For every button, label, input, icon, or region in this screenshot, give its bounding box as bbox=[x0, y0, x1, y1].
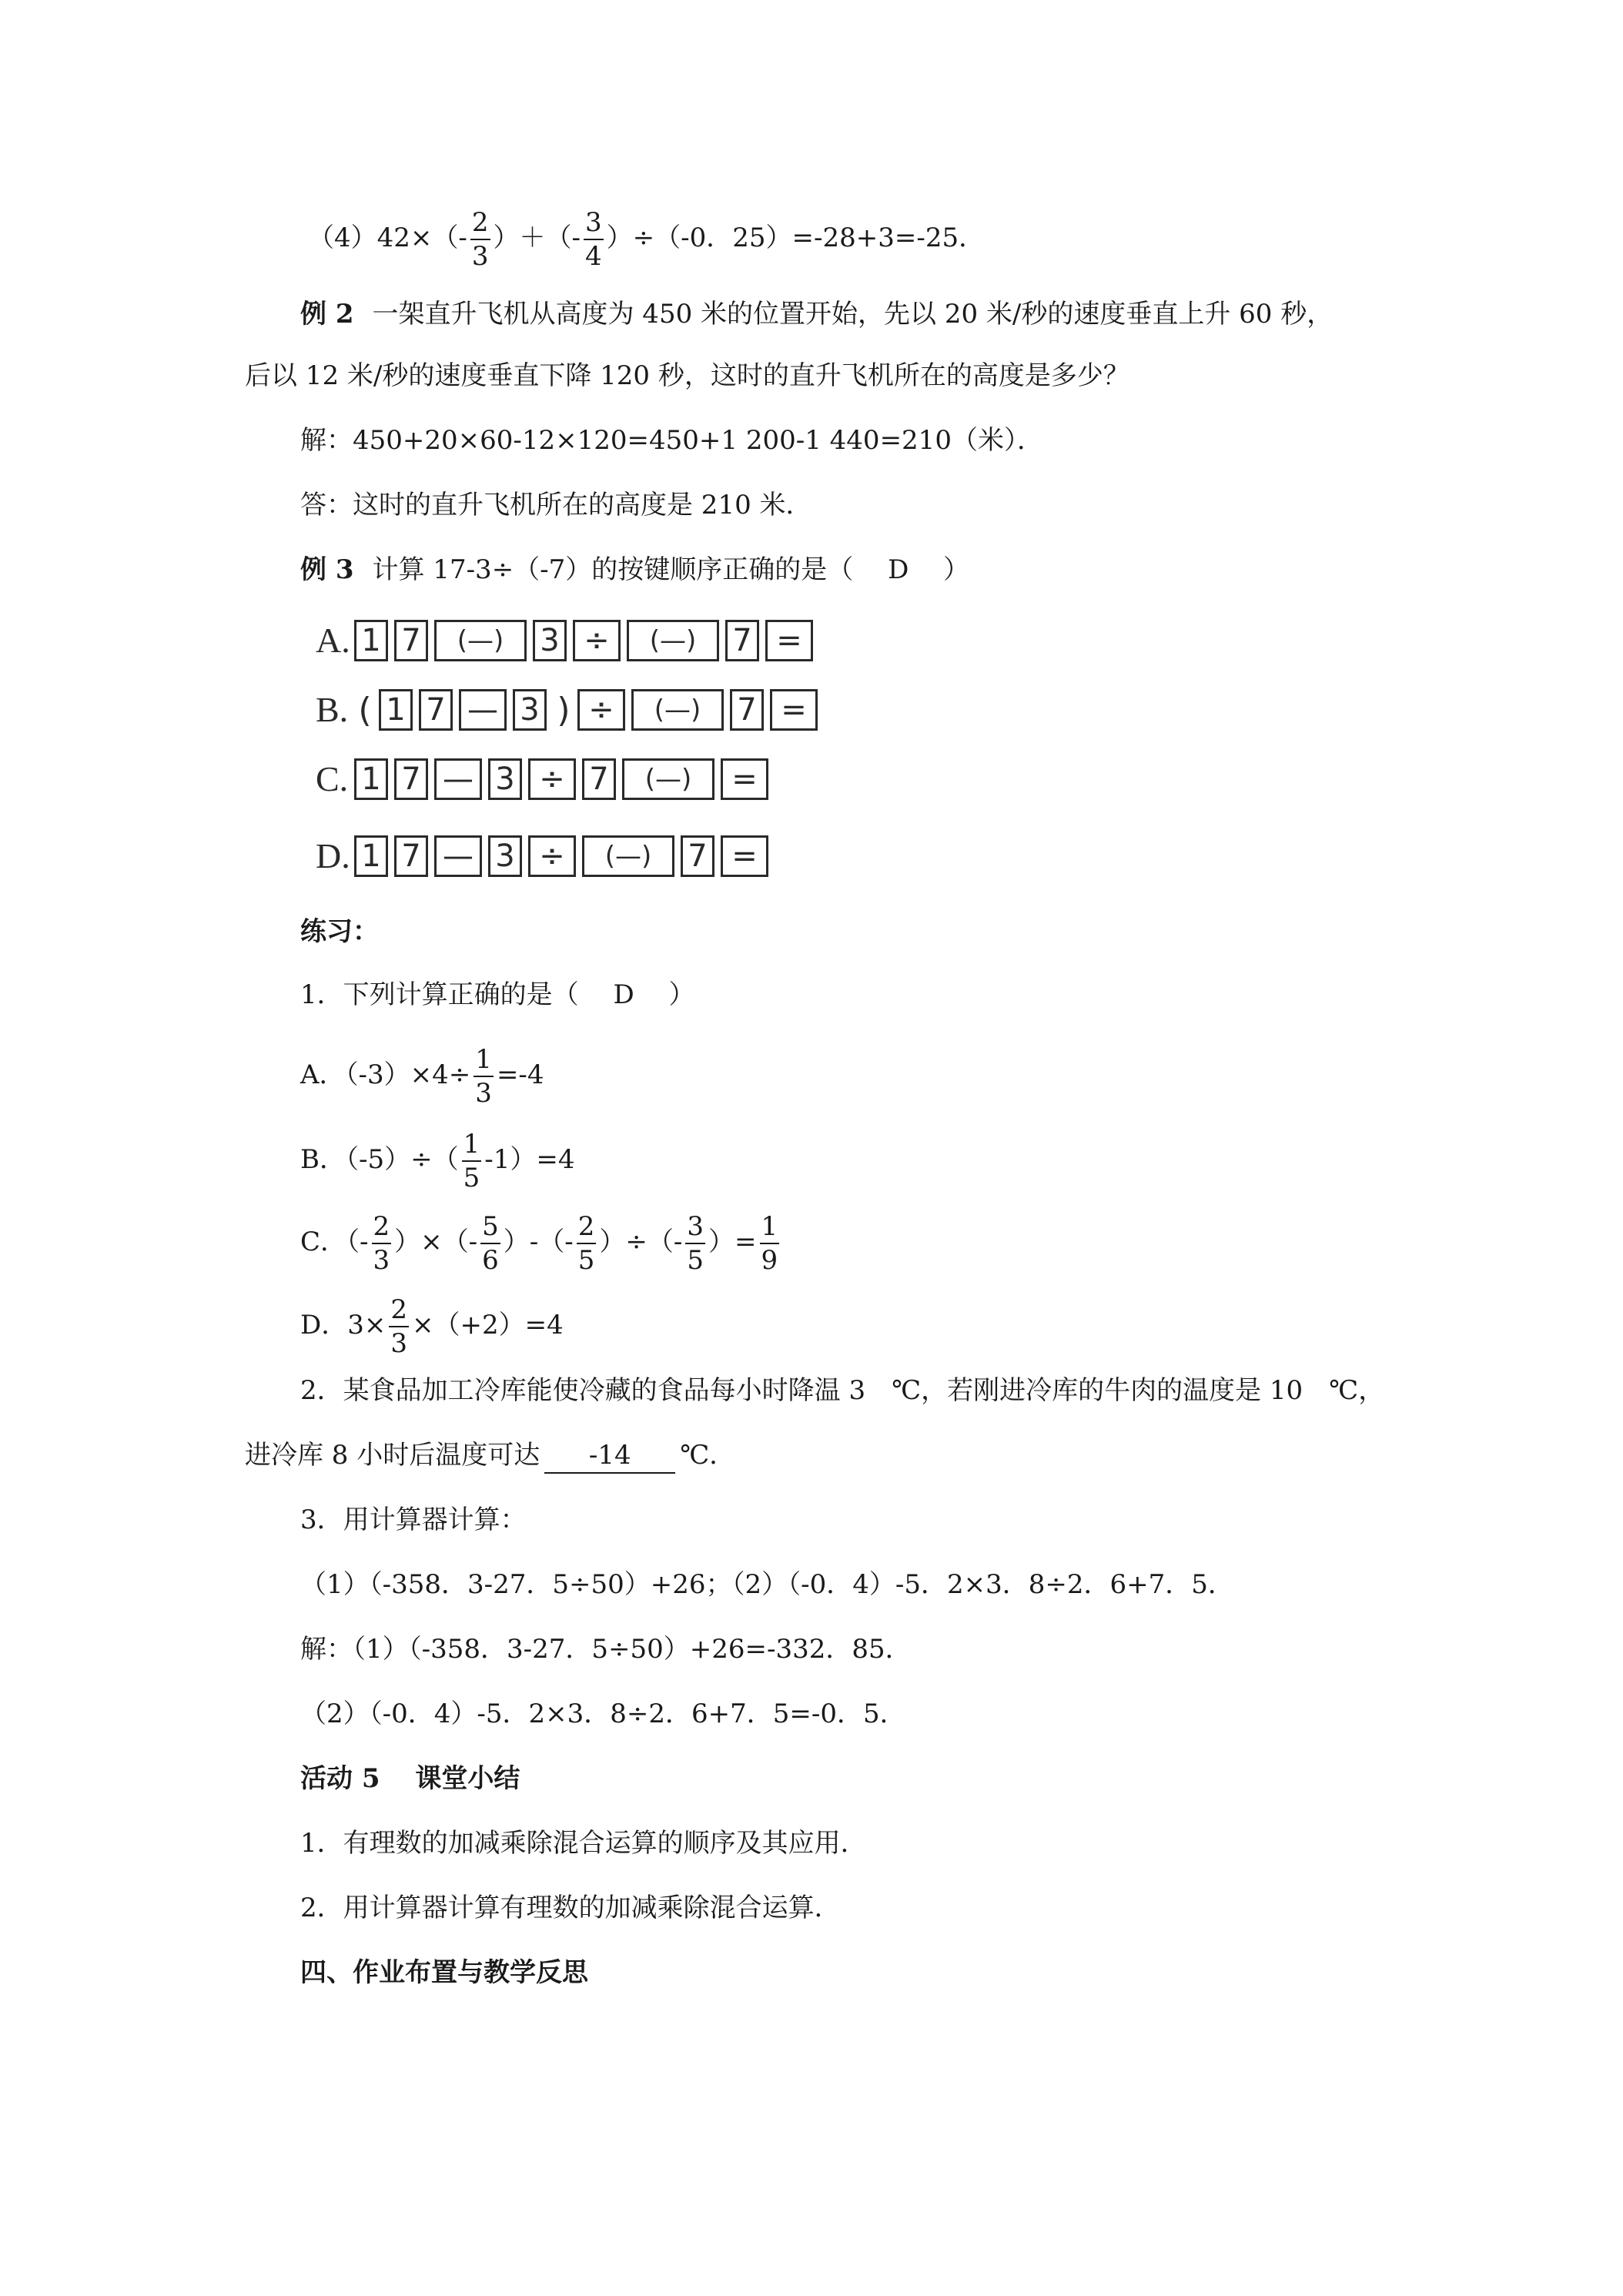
text: ×（+2）=4 bbox=[412, 1310, 564, 1340]
example-text: 一架直升飞机从高度为 450 米的位置开始，先以 20 米/秒的速度垂直上升 60 秒， bbox=[372, 299, 1334, 330]
numerator: 3 bbox=[584, 206, 604, 240]
denominator: 5 bbox=[687, 1245, 704, 1276]
text: ）= bbox=[708, 1227, 757, 1257]
example3-question bbox=[300, 553, 969, 587]
calculator-key: 1 bbox=[379, 689, 413, 731]
numerator: 2 bbox=[372, 1210, 392, 1244]
text: ℃． bbox=[680, 1440, 736, 1471]
calculator-key: 7 bbox=[681, 835, 714, 877]
calculator-key: — bbox=[434, 835, 482, 877]
calculator-key: (—) bbox=[582, 835, 674, 877]
option-label: A. bbox=[316, 621, 350, 660]
calculator-key: 1 bbox=[354, 758, 388, 800]
practice-q1-option-d bbox=[300, 1294, 564, 1360]
calculator-key: 7 bbox=[394, 835, 428, 877]
fraction bbox=[470, 206, 490, 273]
calculator-key: ÷ bbox=[528, 835, 576, 877]
example2-line2: 后以 12 米/秒的速度垂直下降 120 秒，这时的直升飞机所在的高度是多少？ bbox=[245, 360, 1129, 391]
practice-q1-option-a bbox=[300, 1043, 544, 1110]
example2-solution: 解：450+20×60-12×120=450+1 200-1 440=210（米）． bbox=[300, 425, 1043, 456]
calculator-key: 3 bbox=[533, 620, 567, 661]
numerator: 2 bbox=[470, 206, 490, 240]
keys bbox=[354, 755, 775, 804]
numerator: 3 bbox=[685, 1210, 705, 1244]
practice-title: 练习： bbox=[300, 916, 379, 947]
numerator: 1 bbox=[474, 1043, 494, 1077]
denominator: 3 bbox=[471, 241, 489, 272]
calculator-key: = bbox=[765, 620, 813, 661]
calculator-key: 3 bbox=[488, 758, 522, 800]
calculator-key: = bbox=[721, 835, 768, 877]
summary-item: 2．用计算器计算有理数的加减乘除混合运算． bbox=[300, 1893, 841, 1923]
calculator-key: 7 bbox=[725, 620, 759, 661]
keys bbox=[354, 685, 824, 735]
practice-q1-option-c bbox=[300, 1210, 782, 1277]
option-label: D. bbox=[316, 836, 350, 875]
practice-q1: 1．下列计算正确的是（ D ） bbox=[300, 979, 695, 1010]
example1-part4 bbox=[308, 206, 985, 273]
fraction bbox=[584, 206, 604, 273]
text: D．3× bbox=[300, 1310, 387, 1340]
denominator: 6 bbox=[482, 1245, 499, 1276]
calculator-key: ) bbox=[553, 689, 574, 731]
calculator-key: 7 bbox=[394, 620, 428, 661]
text: ）÷（- bbox=[599, 1227, 683, 1257]
numerator: 2 bbox=[389, 1294, 409, 1327]
calculator-key: (—) bbox=[631, 689, 724, 731]
calculator-key: 7 bbox=[730, 689, 764, 731]
text: ）×（- bbox=[394, 1227, 478, 1257]
practice-q2-line1: 2．某食品加工冷库能使冷藏的食品每小时降温 3 ℃，若刚进冷库的牛肉的温度是 10 ℃， bbox=[300, 1375, 1385, 1406]
text: =-4 bbox=[496, 1059, 544, 1090]
numerator: 2 bbox=[577, 1210, 597, 1244]
fraction bbox=[372, 1210, 392, 1277]
denominator: 3 bbox=[390, 1328, 408, 1359]
text: 进冷库 8 小时后温度可达 bbox=[245, 1440, 540, 1471]
practice-q1-option-b bbox=[300, 1128, 574, 1194]
text: A．（-3）×4÷ bbox=[300, 1059, 471, 1090]
practice-q3-solution2: （2）（-0．4）-5．2×3．8÷2．6+7．5=-0．5． bbox=[300, 1699, 906, 1729]
numerator: 1 bbox=[462, 1128, 482, 1162]
calculator-key: 3 bbox=[513, 689, 547, 731]
calculator-key: — bbox=[434, 758, 482, 800]
example-label: 例 3 bbox=[300, 554, 354, 585]
calculator-key: = bbox=[721, 758, 768, 800]
answer-blank: -14 bbox=[544, 1438, 675, 1474]
numerator: 1 bbox=[760, 1210, 780, 1244]
example-text: 计算 17-3÷（-7）的按键顺序正确的是（ D ） bbox=[372, 554, 970, 585]
calculator-key: ÷ bbox=[528, 758, 576, 800]
calculator-key: 1 bbox=[354, 835, 388, 877]
denominator: 3 bbox=[373, 1245, 390, 1276]
summary-title: 活动 5 课堂小结 bbox=[300, 1763, 520, 1794]
fraction bbox=[389, 1294, 409, 1360]
denominator: 4 bbox=[585, 241, 602, 272]
calculator-key: = bbox=[770, 689, 818, 731]
calculator-key: 3 bbox=[488, 835, 522, 877]
calculator-key: 7 bbox=[582, 758, 616, 800]
calculator-key: 1 bbox=[354, 620, 388, 661]
calculator-key: ÷ bbox=[573, 620, 621, 661]
fraction bbox=[474, 1043, 494, 1110]
text: ）-（- bbox=[503, 1227, 574, 1257]
example2-answer: 答：这时的直升飞机所在的高度是 210 米． bbox=[300, 490, 812, 520]
fraction bbox=[480, 1210, 500, 1277]
text: C．（- bbox=[300, 1227, 369, 1257]
denominator: 5 bbox=[577, 1245, 595, 1276]
denominator: 5 bbox=[463, 1163, 480, 1193]
text: B．（-5）÷（ bbox=[300, 1144, 459, 1175]
section-title: 四、作业布置与教学反思 bbox=[300, 1957, 588, 1988]
fraction bbox=[685, 1210, 705, 1277]
calculator-key: ÷ bbox=[577, 689, 625, 731]
practice-q3-expressions: （1）（-358．3-27．5÷50）+26；（2）（-0．4）-5．2×3．8÷2．6+7．5． bbox=[300, 1569, 1234, 1600]
calculator-key: (—) bbox=[627, 620, 719, 661]
option-label: B. bbox=[316, 690, 349, 729]
fraction bbox=[462, 1128, 482, 1194]
text: -1）=4 bbox=[484, 1144, 575, 1175]
calculator-key: 7 bbox=[419, 689, 453, 731]
example-label: 例 2 bbox=[300, 299, 354, 330]
keys bbox=[354, 832, 775, 881]
calculator-key: ( bbox=[354, 689, 376, 731]
practice-q2-line2 bbox=[245, 1438, 735, 1474]
calculator-key: — bbox=[459, 689, 507, 731]
practice-q3-solution1: 解：（1）（-358．3-27．5÷50）+26=-332．85． bbox=[300, 1634, 912, 1665]
denominator: 9 bbox=[761, 1245, 778, 1276]
text: ）＋（- bbox=[493, 223, 581, 253]
calculator-key: 7 bbox=[394, 758, 428, 800]
keys bbox=[354, 616, 819, 665]
practice-q3: 3．用计算器计算： bbox=[300, 1504, 527, 1535]
calculator-key: (—) bbox=[434, 620, 527, 661]
calculator-key: (—) bbox=[622, 758, 714, 800]
numerator: 5 bbox=[480, 1210, 500, 1244]
fraction bbox=[760, 1210, 780, 1277]
denominator: 3 bbox=[475, 1078, 492, 1109]
example2-line1 bbox=[300, 297, 1333, 331]
summary-item: 1．有理数的加减乘除混合运算的顺序及其应用． bbox=[300, 1828, 867, 1859]
option-label: C. bbox=[316, 759, 349, 798]
fraction bbox=[577, 1210, 597, 1277]
text: ）÷（-0．25）=-28+3=-25． bbox=[606, 223, 986, 253]
text: （4）42×（- bbox=[308, 223, 467, 253]
